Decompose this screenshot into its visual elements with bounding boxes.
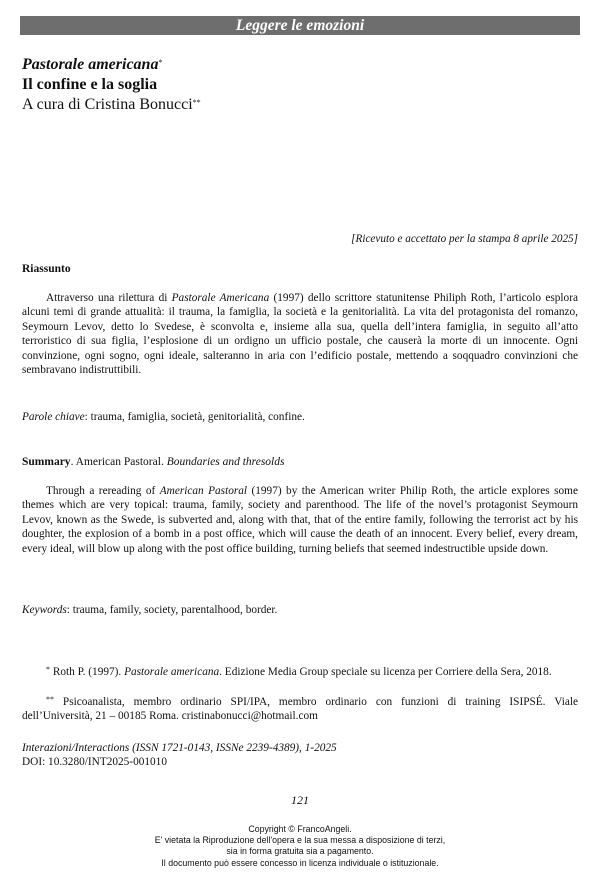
riassunto-paragraph — [22, 291, 578, 377]
parole-chiave-label: Parole chiave — [22, 411, 85, 423]
journal-citation: Interazioni/Interactions (ISSN 1721-0143, ISSNe 2239-4389), 1-2025 — [22, 742, 337, 754]
footnote-1-title: Pastorale americana — [124, 666, 220, 678]
copyright-line-1: Copyright © FrancoAngeli. — [248, 824, 352, 834]
section-banner: Leggere le emozioni — [20, 16, 580, 35]
footnote-mark-2: ** — [192, 98, 201, 107]
keywords — [22, 603, 578, 617]
article-author — [22, 95, 582, 115]
summary-text-1: Through a rereading of — [46, 485, 160, 497]
summary-book-title: American Pastoral — [159, 485, 248, 497]
summary-label: Summary — [22, 456, 71, 468]
parole-chiave-text: : trauma, famiglia, società, genitorialità, confine. — [84, 411, 305, 423]
summary-text-2: (1997) by the American writer Philip Roth, the article explores some themes which are very topical: trauma, family, society and parenthood. The life of the novel’s protagonist Seymourn Levov, known as the Swede, is subverted and, along with that, that of the entire family, following the terrorist act by his doughter, the explosion of a bomb in a post office, which will cause the death of an innocent. Every belief, every dream, every ideal, will blow up along with the post office building, turning beliefs that seemed indestructible upside down. — [22, 485, 578, 555]
parole-chiave — [22, 410, 578, 424]
footnote-2-text: Psicoanalista, membro ordinario SPI/IPA, membro ordinario con funzioni di training ISIPSÉ. Viale dell’Università, 21 – 00185 Roma. cristinabonucci@hotmail.com — [22, 696, 578, 722]
article-title — [22, 55, 582, 75]
summary-subtitle: Boundaries and thresolds — [166, 456, 285, 468]
article-title-text: Pastorale americana — [22, 56, 159, 73]
footnote-2-mark: ** — [46, 695, 54, 704]
journal-info — [22, 741, 337, 769]
keywords-text: : trauma, family, society, parentalhood, border. — [66, 604, 278, 616]
summary-heading — [22, 455, 284, 469]
journal-doi: DOI: 10.3280/INT2025-001010 — [22, 756, 167, 768]
riassunto-text-1: Attraverso una rilettura di — [46, 292, 172, 304]
footnote-1 — [22, 665, 578, 679]
footnote-2 — [22, 695, 578, 723]
footnote-mark-1: * — [158, 58, 163, 67]
riassunto-heading: Riassunto — [22, 263, 71, 275]
copyright-notice — [0, 824, 600, 869]
footnote-1-text-1: Roth P. (1997). — [50, 666, 125, 678]
summary-paragraph — [22, 484, 578, 556]
footnote-1-text-2: . Edizione Media Group speciale su licenza per Corriere della Sera, 2018. — [219, 666, 552, 678]
footnote-1-mark: * — [46, 665, 50, 674]
author-text: A cura di Cristina Bonucci — [22, 96, 193, 113]
title-block — [22, 55, 582, 115]
riassunto-text-2: (1997) dello scrittore statunitense Philiph Roth, l’articolo esplora alcuni temi di grande attualità: il trauma, la famiglia, la società e la genitorialità. La vita del protagonista del romanzo, Seymourn Levov, detto lo Svedese, è sconvolta e, insieme alla sua, quella dell’intera famiglia, in seguito all’atto terroristico di sua figlia, l’esplosione di un ordigno un ufficio postale, che causerà la morte di un innocente. Ogni convinzione, ogni sogno, ogni ideale, salteranno in aria con l’edificio postale, mettendo a soqquadro convinzioni che sembravano indistruttibili. — [22, 292, 578, 377]
copyright-line-2: E' vietata la Riproduzione dell'opera e la sua messa a disposizione di terzi, — [154, 835, 446, 846]
received-date: [Ricevuto e accettato per la stampa 8 aprile 2025] — [351, 233, 578, 245]
copyright-line-3: sia in forma gratuita sia a pagamento. — [226, 846, 374, 857]
page-number: 121 — [291, 793, 309, 807]
article-subtitle: Il confine e la soglia — [22, 76, 158, 93]
riassunto-book-title: Pastorale Americana — [171, 292, 270, 304]
copyright-line-4: Il documento può essere concesso in licenza individuale o istituzionale. — [161, 857, 439, 868]
keywords-label: Keywords — [22, 604, 67, 616]
summary-heading-sep: . American Pastoral. — [70, 456, 167, 468]
